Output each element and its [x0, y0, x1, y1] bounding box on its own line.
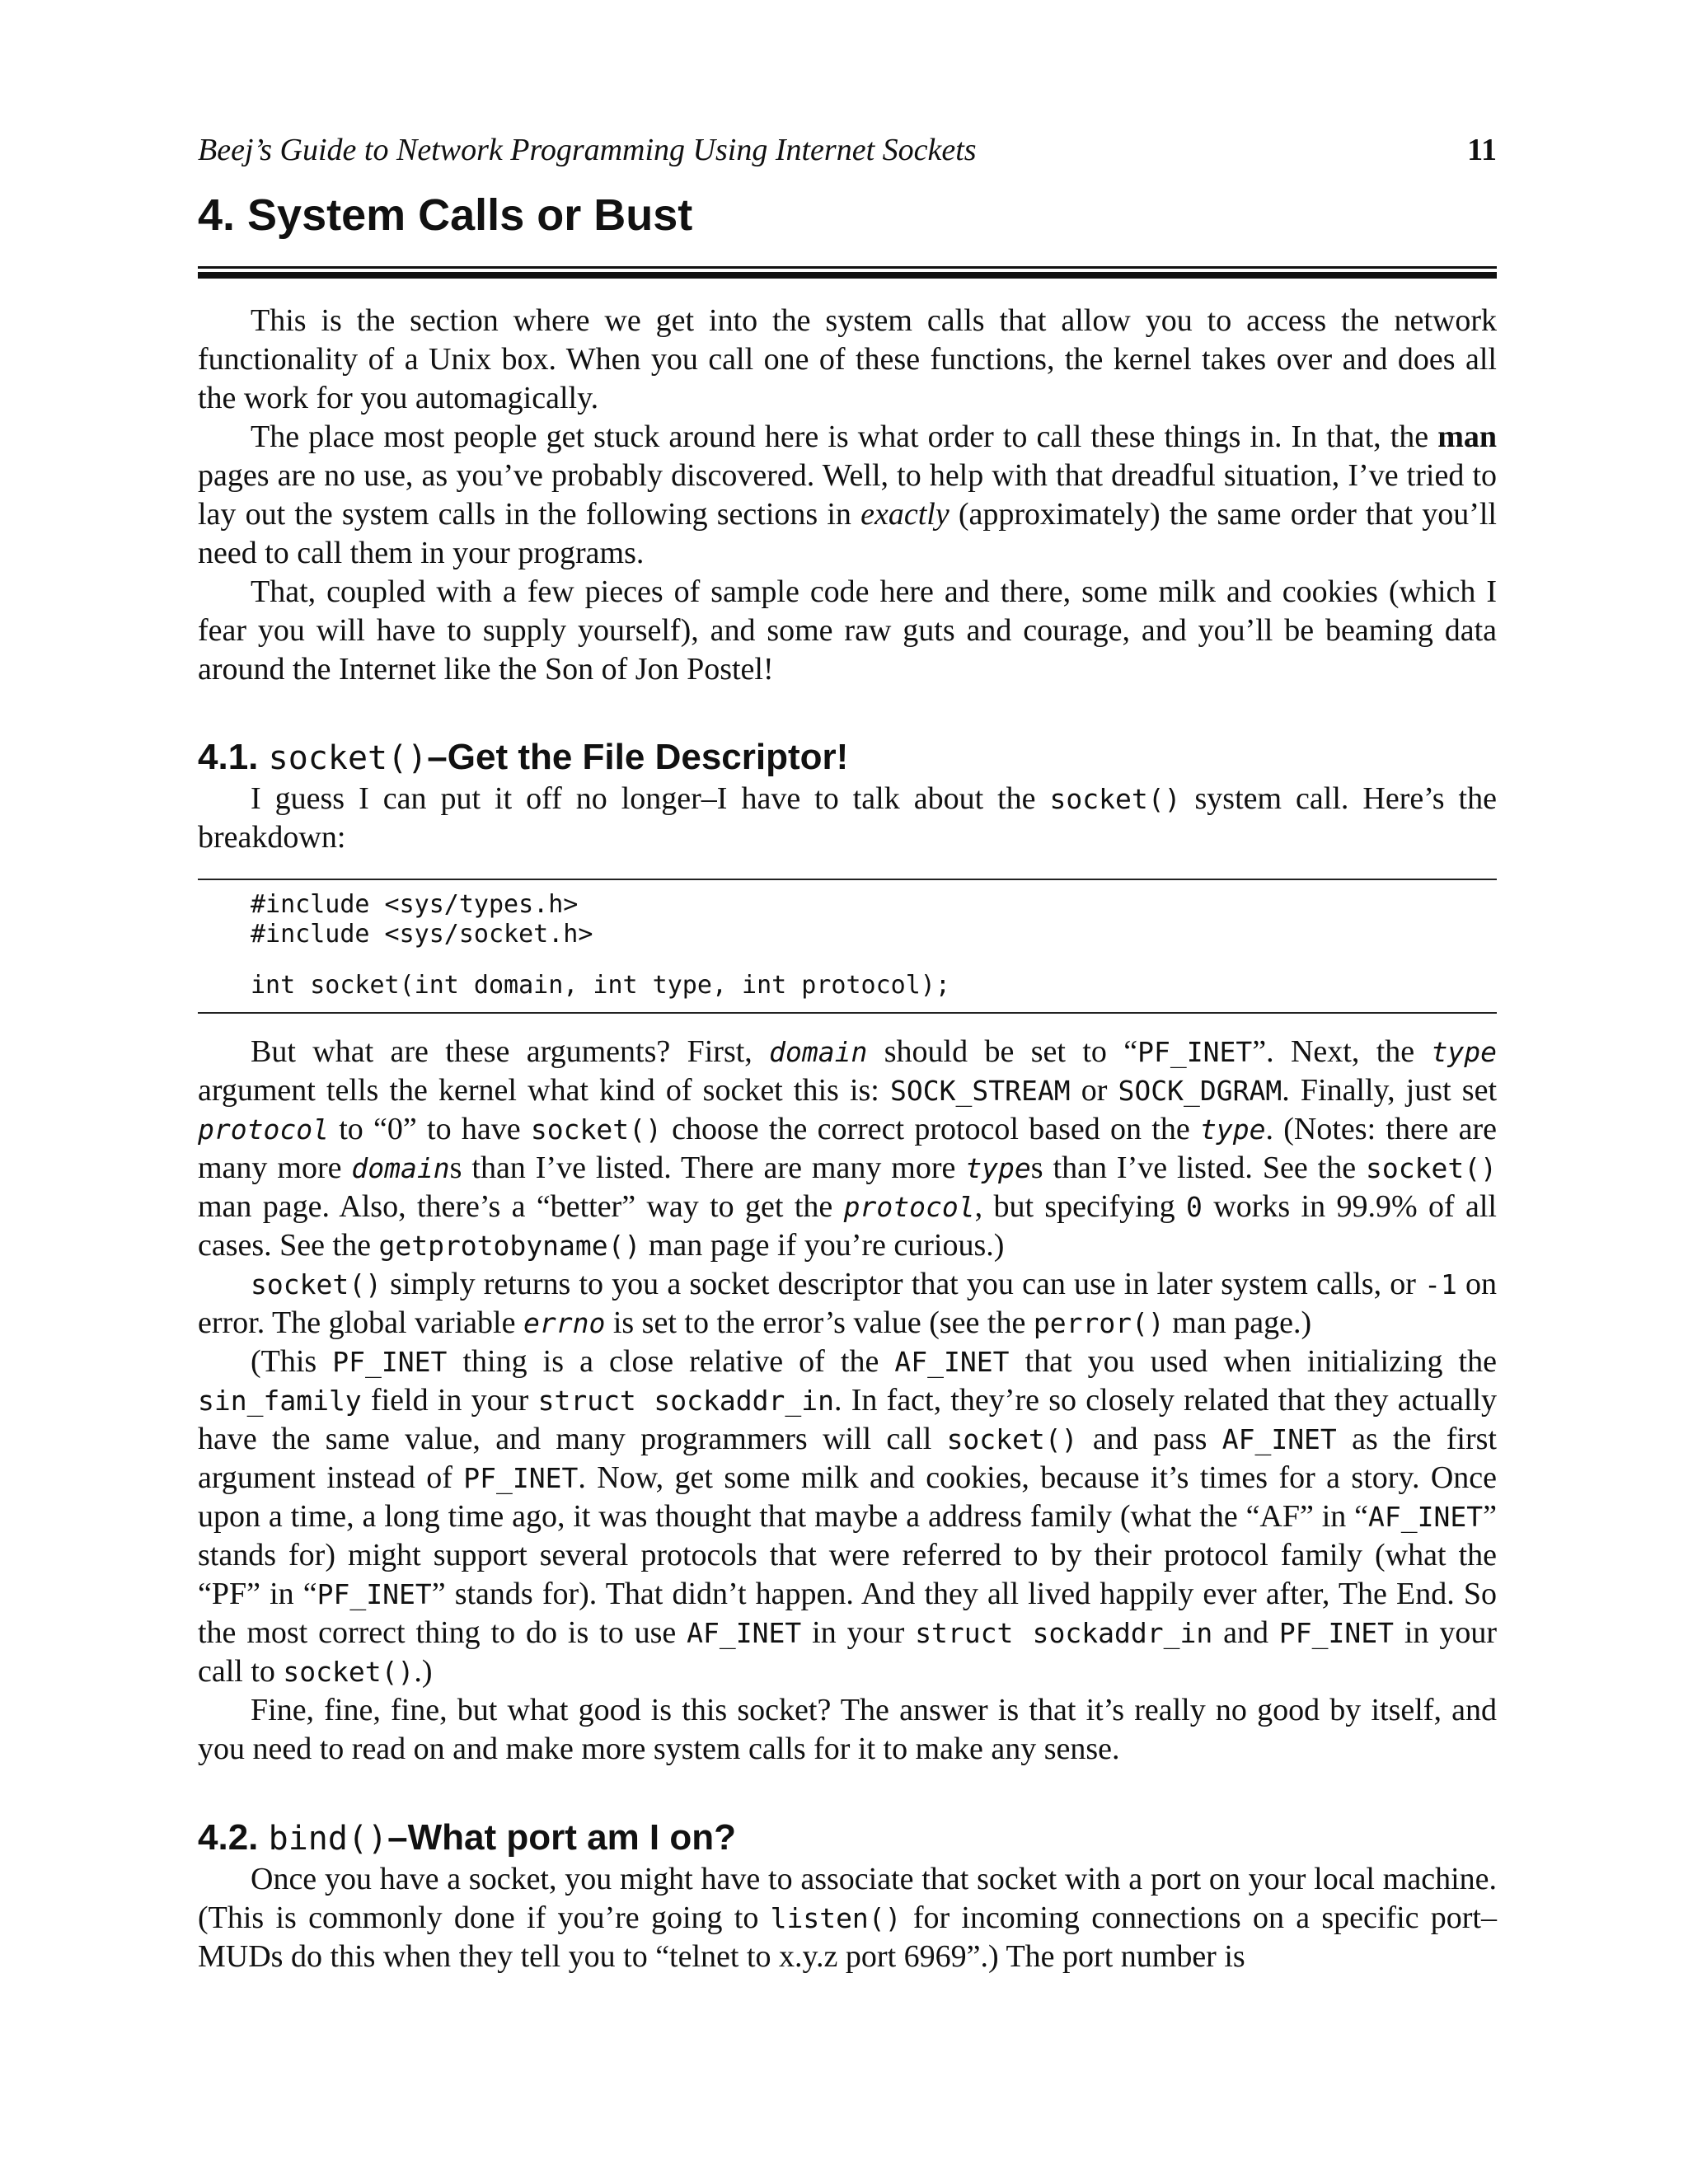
section-heading-4-1	[198, 735, 848, 780]
code-term: socket()	[946, 1423, 1078, 1455]
text-run: on error. The global variable	[198, 1267, 1497, 1340]
text-run: man page. Also, there’s a “better” way to get the	[198, 1189, 844, 1224]
text-run: or	[1070, 1073, 1118, 1108]
code-line: int socket(int domain, int type, int protocol);	[251, 971, 950, 1000]
text-run: works in 99.9% of all cases. See the	[198, 1189, 1497, 1263]
intro-text	[198, 302, 1497, 689]
text-run: man page.)	[1164, 1305, 1312, 1340]
italic-code-term: domain	[351, 1152, 450, 1184]
code-term: SOCK_STREAM	[890, 1075, 1071, 1107]
paragraph-arguments	[198, 1033, 1497, 1265]
chapter-rule	[198, 266, 1497, 279]
text-run: , but specifying	[974, 1189, 1187, 1224]
text-run: and	[1212, 1615, 1279, 1650]
code-term: listen()	[770, 1902, 902, 1934]
text-run: and pass	[1077, 1422, 1222, 1456]
text-run: The place most people get stuck around here is what order to call these things in. In that, the	[251, 419, 1438, 454]
code-term: perror()	[1033, 1307, 1165, 1339]
section-heading-4-2	[198, 1816, 736, 1861]
text-run: choose the correct protocol based on the	[661, 1112, 1200, 1146]
section-title-text: –Get the File Descriptor!	[427, 737, 849, 777]
text-run: s than I’ve listed. There are many more	[449, 1151, 966, 1185]
text-run: system call. Here’s the breakdown:	[198, 781, 1497, 855]
man-keyword: man	[1437, 419, 1497, 454]
code-term: struct sockaddr_in	[915, 1617, 1213, 1649]
section-function-name: bind()	[268, 1820, 388, 1858]
italic-code-term: domain	[769, 1036, 868, 1068]
code-term: AF_INET	[687, 1617, 802, 1649]
intro-paragraph-2	[198, 418, 1497, 573]
text-run: . In fact, they’re so closely related that they actually have the same value, and many programmers will call	[198, 1383, 1498, 1456]
code-term: AF_INET	[894, 1346, 1010, 1378]
italic-code-term: protocol	[843, 1191, 975, 1223]
italic-code-term: type	[1431, 1036, 1497, 1068]
text-run: thing is a close relative of the	[447, 1344, 895, 1379]
text-run: that you used when initializing the	[1009, 1344, 1497, 1379]
section-number: 4.2.	[198, 1817, 259, 1858]
code-term: -1	[1424, 1268, 1457, 1301]
italic-code-term: type	[965, 1152, 1031, 1184]
code-socket: socket()	[1049, 783, 1181, 815]
italic-code-term: protocol	[198, 1113, 329, 1146]
code-term: PF_INET	[332, 1346, 448, 1378]
paragraph-fine: Fine, fine, fine, but what good is this socket? The answer is that it’s really no good by itself, and you need to read on and make more system calls for it to make any sense.	[198, 1693, 1497, 1766]
running-head-title: Beej’s Guide to Network Programming Using Internet Sockets	[198, 133, 977, 167]
italic-code-term: errno	[523, 1307, 606, 1339]
text-run: to “0” to have	[328, 1112, 531, 1146]
code-term: PF_INET	[316, 1578, 432, 1610]
code-block	[198, 879, 1497, 1014]
text-run: Once you have a socket, you might have to associate that socket with a port on your local machine. (This is commonly done if you’re going to	[198, 1862, 1497, 1935]
text-run: But what are these arguments? First,	[251, 1034, 770, 1069]
text-run: . Finally, just set	[1282, 1073, 1497, 1108]
section-function-name: socket()	[268, 739, 428, 777]
text-run: ” stands for) might support several protocols that were referred to by their protocol family (what the “PF” in “	[198, 1499, 1497, 1611]
code-term: socket()	[1366, 1152, 1497, 1184]
code-term: AF_INET	[1221, 1423, 1337, 1455]
text-run: (approximately) the same order that you’ll need to call them in your programs.	[198, 497, 1497, 570]
text-run: for incoming connections on a specific port–MUDs do this when they tell you to “telnet to x.y.z port 6969”.) The port number is	[198, 1900, 1497, 1974]
text-run: .)	[414, 1654, 433, 1689]
text-run: (This	[251, 1344, 333, 1379]
text-run: man page if you’re curious.)	[640, 1228, 1005, 1263]
text-run: should be set to “	[867, 1034, 1138, 1069]
code-term: PF_INET	[1137, 1036, 1253, 1068]
text-run: . (Notes: there are many more	[198, 1112, 1497, 1185]
paragraph-pf-inet	[198, 1343, 1497, 1691]
code-term: socket()	[530, 1113, 662, 1146]
text-run: ”. Next, the	[1252, 1034, 1432, 1069]
code-term: AF_INET	[1368, 1501, 1484, 1533]
page-number: 11	[1467, 133, 1497, 167]
code-line: #include <sys/socket.h>	[251, 920, 593, 949]
code-term: PF_INET	[1278, 1617, 1394, 1649]
section-4-1-body	[198, 1033, 1497, 1769]
section-title-text: –What port am I on?	[387, 1817, 737, 1858]
italic-code-term: type	[1200, 1113, 1266, 1146]
text-run: in your call to	[198, 1615, 1498, 1689]
lead-paragraph	[198, 780, 1497, 857]
intro-paragraph-1: This is the section where we get into the system calls that allow you to access the network functionality of a Unix box. When you call one of these functions, the kernel takes over and does all the work for you automagically.	[198, 303, 1497, 415]
chapter-title: 4. System Calls or Bust	[198, 190, 693, 240]
section-4-2-body	[198, 1860, 1497, 1976]
code-term: sin_family	[198, 1385, 362, 1417]
text-run: ” stands for). That didn’t happen. And they all lived happily ever after, The End. So the most correct thing to do is to use	[198, 1577, 1497, 1650]
code-line: #include <sys/types.h>	[251, 890, 579, 919]
text-run: argument tells the kernel what kind of socket this is:	[198, 1073, 891, 1108]
text-run: simply returns to you a socket descriptor that you can use in later system calls, or	[381, 1267, 1425, 1301]
text-run: field in your	[361, 1383, 538, 1418]
text-run: . Now, get some milk and cookies, because it’s times for a story. Once upon a time, a long time ago, it was thought that maybe a address family (what the “AF” in “	[198, 1460, 1498, 1534]
text-run: pages are no use, as you’ve probably discovered. Well, to help with that dreadful situation, I’ve tried to lay out the system calls in the following sections in	[198, 458, 1497, 532]
text-run: in your	[801, 1615, 916, 1650]
code-term: getprotobyname()	[378, 1230, 641, 1262]
paragraph-return-value	[198, 1265, 1497, 1343]
code-term: SOCK_DGRAM	[1118, 1075, 1282, 1107]
code-term: PF_INET	[463, 1462, 579, 1494]
paragraph-bind-intro	[198, 1860, 1497, 1976]
code-term: 0	[1186, 1191, 1203, 1223]
text-run: s than I’ve listed. See the	[1030, 1151, 1367, 1185]
text-run: is set to the error’s value (see the	[605, 1305, 1034, 1340]
section-4-1-lead	[198, 780, 1497, 857]
text-run: as the first argument instead of	[198, 1422, 1497, 1495]
code-term: struct sockaddr_in	[537, 1385, 834, 1417]
code-term: socket()	[283, 1656, 415, 1688]
running-head	[198, 130, 1497, 170]
emphasis-exactly: exactly	[860, 497, 950, 532]
text-run: I guess I can put it off no longer–I have to talk about the	[251, 781, 1050, 816]
code-term: socket()	[251, 1268, 382, 1301]
intro-paragraph-3: That, coupled with a few pieces of sample code here and there, some milk and cookies (which I fear you will have to supply yourself), and some raw guts and courage, and you’ll be beaming data around the Internet like the Son of Jon Postel!	[198, 574, 1497, 687]
section-number: 4.1.	[198, 737, 259, 777]
